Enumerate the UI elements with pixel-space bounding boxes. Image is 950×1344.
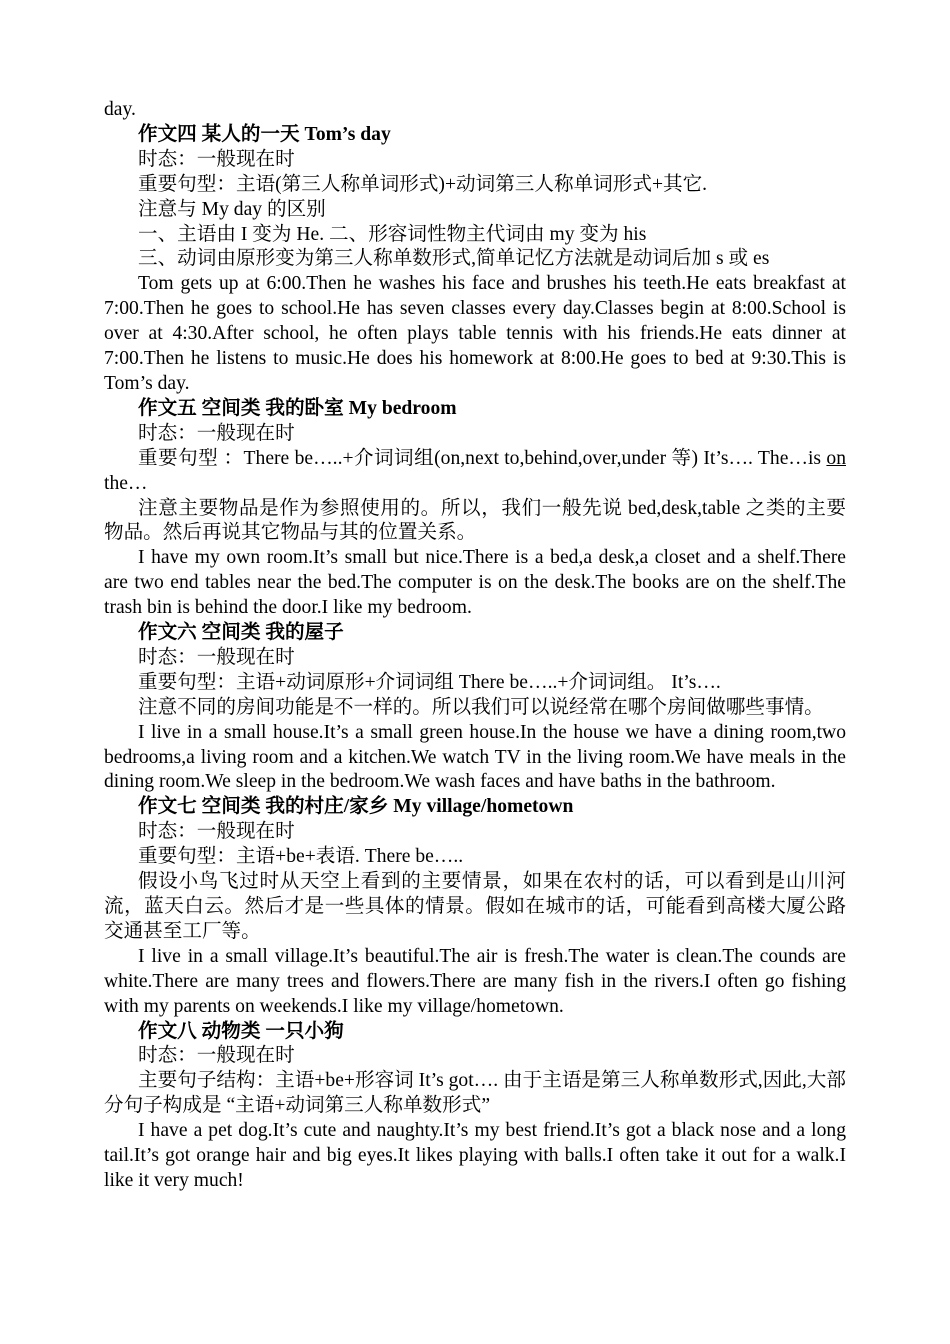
pattern-text: 重要句型 ：There be…..+介词词组(on,next to,behind,over,under 等) It’s…. The…is [138,447,827,469]
section-heading-essay-4: 作文四 某人的一天 Tom’s day [138,123,391,145]
note-line: 假设小鸟飞过时从天空上看到的主要情景，如果在农村的话，可以看到是山川河流，蓝天白云。然后才是一些具体的情景。假如在城市的话，可能看到高楼大厦公路交通甚至工厂等。 [104,871,846,942]
tense-line: 时态：一般现在时 [138,1045,295,1067]
section-heading-essay-6: 作文六 空间类 我的屋子 [138,622,344,644]
tense-line: 时态：一般现在时 [138,646,295,668]
document-page [104,98,846,1194]
sample-paragraph: I have a pet dog.It’s cute and naughty.It’s my best friend.It’s got a black nose and a long tail.It’s got orange hair and big eyes.It likes playing with balls.I often take it out for a walk.I like it very much! [104,1120,846,1191]
sample-paragraph: I have my own room.It’s small but nice.There is a bed,a desk,a closet and a shelf.There are two end tables near the bed.The computer is on the desk.The books are on the shelf.The trash bin is behind the door.I like my bedroom. [104,547,846,619]
underlined-word: on [826,447,846,469]
rule-line: 一、主语由 I 变为 He. 二、形容词性物主代词由 my 变为 his [138,223,647,245]
section-heading-essay-5: 作文五 空间类 我的卧室 My bedroom [138,397,457,419]
section-heading-essay-8: 作文八 动物类 一只小狗 [138,1020,344,1042]
pattern-line: 重要句型：主语(第三人称单词形式)+动词第三人称单词形式+其它. [138,173,708,195]
note-line: 注意主要物品是作为参照使用的。所以，我们一般先说 bed,desk,table 之类的主要物品。然后再说其它物品与其的位置关系。 [104,497,846,544]
note-line: 注意与 My day 的区别 [138,198,326,220]
pattern-text: the… [104,472,148,494]
section-heading-essay-7: 作文七 空间类 我的村庄/家乡 My village/hometown [138,796,574,818]
tense-line: 时态：一般现在时 [138,821,295,843]
pattern-line [104,447,846,497]
sample-paragraph: I live in a small house.It’s a small green house.In the house we have a dining room,two bedrooms,a living room and a kitchen.We watch TV in the living room.We have meals in the dining room.We sleep in the bedroom.We wash faces and have baths in the bathroom. [104,721,846,793]
note-line: 注意不同的房间功能是不一样的。所以我们可以说经常在哪个房间做哪些事情。 [138,696,824,718]
pattern-line: 主要句子结构：主语+be+形容词 It’s got…. 由于主语是第三人称单数形式,因此,大部分句子构成是 “主语+动词第三人称单数形式” [104,1070,846,1117]
sample-paragraph: I live in a small village.It’s beautiful.The air is fresh.The water is clean.The counds are white.There are many trees and flowers.There are many fish in the rivers.I often go fishing with my parents on weekends.I like my village/hometown. [104,945,846,1017]
pattern-line: 重要句型：主语+be+表语. There be….. [138,846,464,868]
tense-line: 时态：一般现在时 [138,422,295,444]
sample-paragraph: Tom gets up at 6:00.Then he washes his face and brushes his teeth.He eats breakfast at 7:00.Then he goes to school.He has seven classes every day.Classes begin at 8:00.School is over at 4:30.After school, he often plays table tennis with his friends.He eats dinner at 7:00.Then he listens to music.He does his homework at 8:00.He goes to bed at 9:30.This is Tom’s day. [104,273,846,394]
text-line: day. [104,99,136,120]
rule-line: 三、动词由原形变为第三人称单数形式,简单记忆方法就是动词后加 s 或 es [138,248,770,270]
tense-line: 时态：一般现在时 [138,148,295,170]
pattern-line: 重要句型：主语+动词原形+介词词组 There be…..+介词词组。 It’s…. [138,671,721,693]
